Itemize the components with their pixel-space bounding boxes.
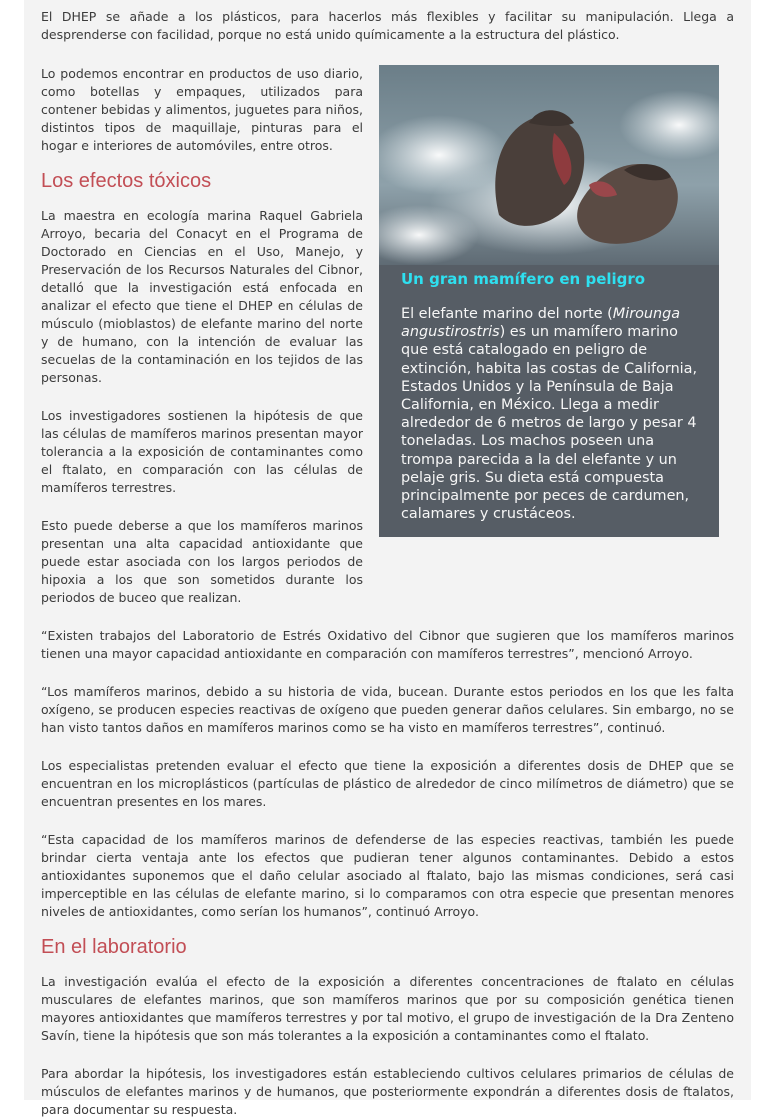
paragraph-hypoxia: Esto puede deberse a que los mamíferos marinos presentan una alta capacidad antioxidante que puede estar asociada con los largos periodos de hipoxia a los que son sometidos durante los periodos de buceo que realizan. bbox=[41, 518, 363, 605]
sidebar-body bbox=[401, 305, 701, 523]
intro-paragraph: El DHEP se añade a los plásticos, para hacerlos más flexibles y facilitar su manipulación. Llega a desprenderse con facilidad, porque no está unido químicamente a la estructura del plástico. bbox=[41, 9, 734, 42]
elephant-seal-photo bbox=[379, 65, 719, 265]
paragraph-lab-evaluation: La investigación evalúa el efecto de la exposición a diferentes concentraciones de ftalato en células musculares de elefantes marinos, que son mamíferos marinos que por su composición genética tienen mayores antioxidantes que mamíferos terrestres y por tal motivo, el grupo de investigación de la Dra Zenteno Savín, tiene la hipótesis que son más tolerantes a la exposición a contaminantes como el ftalato. bbox=[41, 974, 734, 1043]
sidebar-title: Un gran mamífero en peligro bbox=[401, 270, 646, 288]
paragraph-researcher: La maestra en ecología marina Raquel Gabriela Arroyo, becaria del Conacyt en el Programa de Doctorado en Ciencias en el Uso, Manejo, y Preservación de los Recursos Naturales del Cibnor, detalló que la investigación está enfocada en analizar el efecto que tiene el DHEP en células de músculo (mioblastos) de elefante marino del norte y de humano, con la intención de evaluar las secuelas de la contaminación en los tejidos de las personas. bbox=[41, 208, 363, 385]
paragraph-uses: Lo podemos encontrar en productos de uso diario, como botellas y empaques, utilizados para contener bebidas y alimentos, juguetes para niños, distintos tipos de maquillaje, pinturas para el hogar e interiores de automóviles, entre otros. bbox=[41, 66, 363, 153]
species-name: Mirounga angustirostris bbox=[401, 306, 681, 341]
paragraph-specialists: Los especialistas pretenden evaluar el efecto que tiene la exposición a diferentes dosis de DHEP que se encuentran en los microplásticos (partículas de plástico de alrededor de cinco milímetros de diámetro) que se encuentran presentes en los mares. bbox=[41, 758, 734, 809]
paragraph-hypothesis: Los investigadores sostienen la hipótesis de que las células de mamíferos marinos presentan mayor tolerancia a la exposición de contaminantes como el ftalato, en comparación con las células de mamíferos terrestres. bbox=[41, 408, 363, 495]
heading-laboratory: En el laboratorio bbox=[41, 936, 187, 958]
paragraph-quote-antioxidants: “Esta capacidad de los mamíferos marinos de defenderse de las especies reactivas, también les puede brindar cierta ventaja ante los efectos que pudieran tener algunos contaminantes. Debido a estos antioxidantes suponemos que el daño celular asociado al ftalato, bajo las mismas condiciones, será casi imperceptible en las células de elefante marino, si lo comparamos con otra especie que presentan menores niveles de antioxidantes, como serían los humanos”, continuó Arroyo. bbox=[41, 832, 734, 919]
sidebar-body-end: ) es un mamífero marino que está catalogado en peligro de extinción, habita las costas de California, Estados Unidos y la Península de Baja California, en México. Llega a medir alrededor de 6 metros de largo y pesar 4 toneladas. Los machos poseen una trompa parecida a la del elefante y un pelaje gris. Su dieta está compuesta principalmente por peces de cardumen, calamares y crustáceos. bbox=[401, 324, 698, 523]
sidebar-box bbox=[379, 65, 719, 537]
paragraph-quote-lab: “Existen trabajos del Laboratorio de Estrés Oxidativo del Cibnor que sugieren que los mamíferos marinos tienen una mayor capacidad antioxidante en comparación con mamíferos terrestres”, mencionó Arroyo. bbox=[41, 628, 734, 661]
left-column bbox=[41, 65, 363, 607]
two-column-section bbox=[41, 65, 734, 607]
heading-toxic-effects: Los efectos tóxicos bbox=[41, 170, 212, 192]
paragraph-quote-dive: “Los mamíferos marinos, debido a su historia de vida, bucean. Durante estos periodos en los que les falta oxígeno, se producen especies reactivas de oxígeno que pueden generar daños celulares. Sin embargo, no se han visto tantos daños en mamíferos marinos como se ha visto en mamíferos terrestres”, continuó. bbox=[41, 684, 734, 735]
paragraph-lab-cultures: Para abordar la hipótesis, los investigadores están estableciendo cultivos celulares primarios de células de músculos de elefantes marinos y de humanos, que posteriormente expondrán a diferentes dosis de ftalatos, para documentar su respuesta. bbox=[41, 1066, 734, 1117]
sidebar-body-start: El elefante marino del norte ( bbox=[401, 306, 613, 322]
left-margin bbox=[0, 0, 24, 1100]
article-page bbox=[24, 0, 751, 1117]
